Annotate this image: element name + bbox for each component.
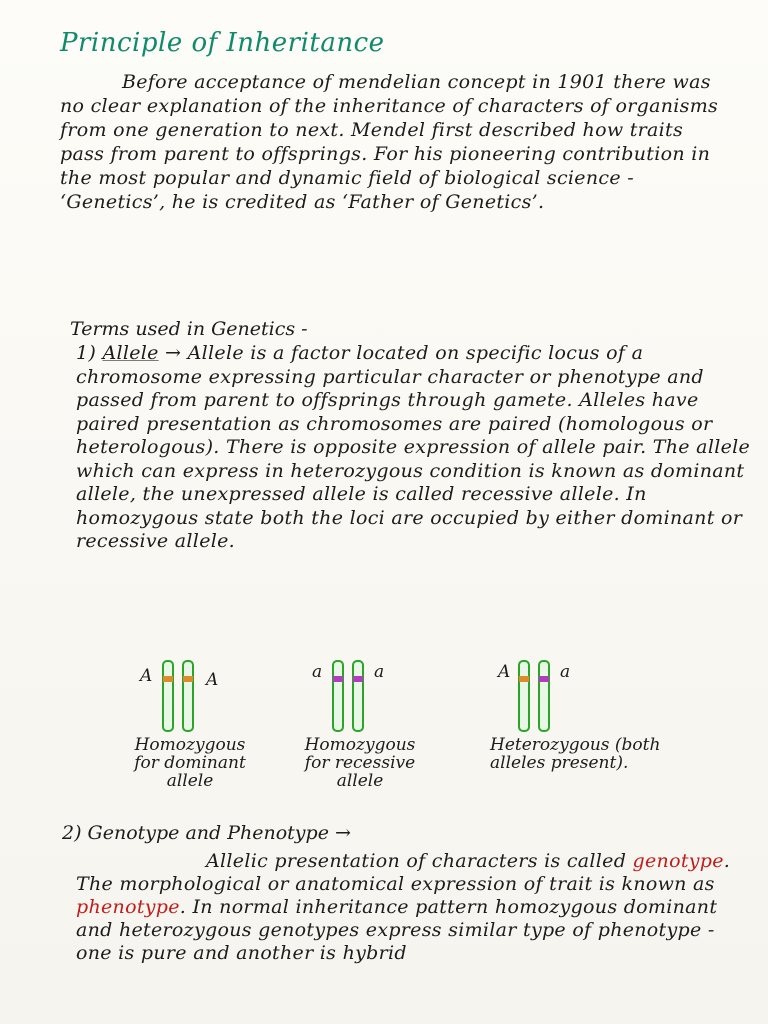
allele-arrow: → xyxy=(165,342,182,364)
genotype-text-after: . In normal inheritance pattern homozygous dominant and heterozygous genotypes express similar type of phenotype - one is pure and another is hybrid xyxy=(76,896,718,964)
allele-number: 1) xyxy=(76,342,97,364)
pair2-caption xyxy=(270,736,450,790)
recessive-band xyxy=(539,676,549,682)
pair2-chromosome-right xyxy=(352,660,364,732)
pair3-left-label: A xyxy=(498,662,511,682)
dominant-band xyxy=(519,676,529,682)
recessive-band xyxy=(353,676,363,682)
pair3-chromosome-left xyxy=(518,660,530,732)
caption-line: for recessive xyxy=(304,753,416,773)
caption-line: Heterozygous (both xyxy=(490,735,661,755)
caption-line: Homozygous xyxy=(134,735,246,755)
pair1-chromosome-left xyxy=(162,660,174,732)
pair2-chromosome-left xyxy=(332,660,344,732)
pair3-caption xyxy=(490,736,720,772)
phenotype-term: phenotype xyxy=(76,896,180,918)
pair3-chromosome-right xyxy=(538,660,550,732)
intro-paragraph: Before acceptance of mendelian concept in 1901 there was no clear explanation of the inheritance of characters of organisms from one generation to next. Mendel first described how traits pass from parent to offsprings. For his pioneering contribution in the most popular and dynamic field of biological science - ‘Genetics’, he is credited as ‘Father of Genetics’. xyxy=(60,71,719,213)
pair2-left-label: a xyxy=(312,662,323,682)
allele-term: Allele xyxy=(102,342,159,364)
allele-paragraph xyxy=(76,342,766,554)
pair1-left-label: A xyxy=(140,666,153,686)
caption-line: Homozygous xyxy=(304,735,416,755)
page-title: Principle of Inheritance xyxy=(60,28,385,58)
genotype-heading: 2) Genotype and Phenotype → xyxy=(62,822,351,844)
allele-definition: Allele is a factor located on specific locus of a chromosome expressing particular character or phenotype and passed from parent to offsprings through gamete. Alleles have paired presentation as chromosomes are paired (homologous or heterologous). There is opposite expression of allele pair. The allele which can express in heterozygous condition is known as dominant allele, the unexpressed allele is called recessive allele. In homozygous state both the loci are occupied by either dominant or recessive allele. xyxy=(76,342,751,552)
genotype-paragraph xyxy=(76,850,756,965)
chromosome-diagram xyxy=(0,648,768,798)
recessive-band xyxy=(333,676,343,682)
terms-heading: Terms used in Genetics - xyxy=(70,318,308,340)
genotype-text-before: Allelic presentation of characters is called xyxy=(206,850,633,872)
pair2-right-label: a xyxy=(374,662,385,682)
pair1-chromosome-right xyxy=(182,660,194,732)
genotype-text-middle: . The morphological or anatomical expression of trait is known as xyxy=(76,850,731,895)
caption-line: allele xyxy=(336,771,384,791)
dominant-band xyxy=(163,676,173,682)
pair1-right-label: A xyxy=(206,670,219,690)
caption-line: for dominant xyxy=(134,753,246,773)
dominant-band xyxy=(183,676,193,682)
pair1-caption xyxy=(100,736,280,790)
genotype-term: genotype xyxy=(632,850,724,872)
pair3-right-label: a xyxy=(560,662,571,682)
caption-line: allele xyxy=(166,771,214,791)
caption-line: alleles present). xyxy=(490,753,629,773)
